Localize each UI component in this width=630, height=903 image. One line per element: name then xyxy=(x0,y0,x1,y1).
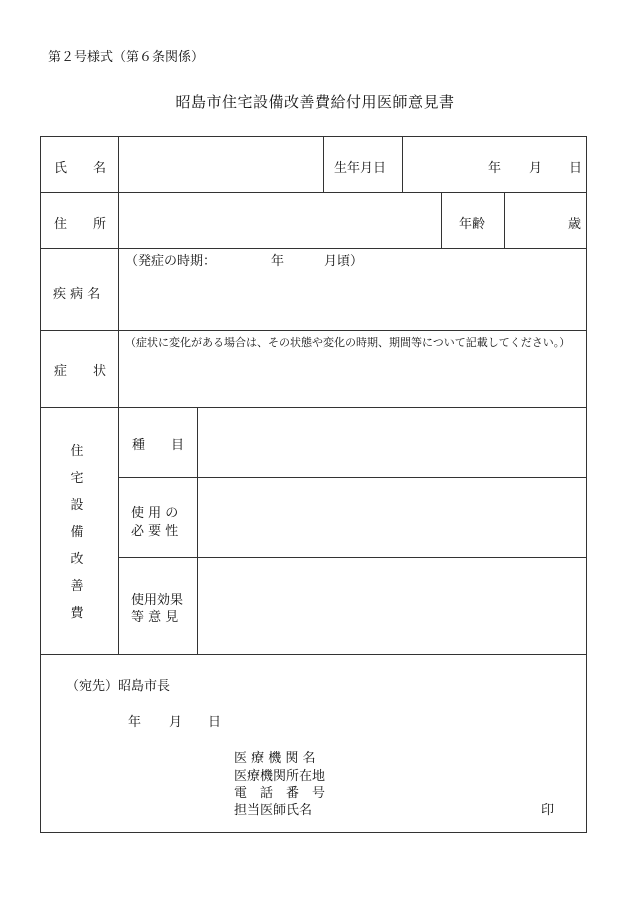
name-field[interactable] xyxy=(119,138,322,191)
address-label: 住 所 xyxy=(54,217,107,232)
opinion-form xyxy=(40,136,587,833)
age-unit: 歳 xyxy=(568,217,582,232)
form-number: 第２号様式（第６条関係） xyxy=(48,50,205,65)
document-title: 昭島市住宅設備改善費給付用医師意見書 xyxy=(175,93,455,111)
equipment-char-5: 改 xyxy=(70,552,84,567)
birthdate-month-unit: 月 xyxy=(529,161,543,176)
birthdate-label: 生年月日 xyxy=(334,161,387,176)
effect-label-line1: 使用効果 xyxy=(131,593,184,608)
equipment-char-6: 善 xyxy=(70,579,84,594)
institution-name-label: 医 療 機 関 名 xyxy=(234,751,316,766)
seal-mark: 印 xyxy=(541,803,555,818)
equipment-type-label: 種 目 xyxy=(132,438,185,453)
equipment-type-field[interactable] xyxy=(198,408,585,476)
onset-year-unit: 年 xyxy=(271,254,285,269)
effect-label-line2: 等 意 見 xyxy=(131,610,179,625)
birthdate-day-unit: 日 xyxy=(569,161,583,176)
disease-field[interactable] xyxy=(119,267,585,329)
addressee: （宛先）昭島市長 xyxy=(66,679,171,694)
address-field[interactable] xyxy=(119,193,440,247)
symptoms-note: （症状に変化がある場合は、その状態や変化の時期、期間等について記載してください。） xyxy=(125,336,571,349)
birthdate-year-unit: 年 xyxy=(488,161,502,176)
necessity-label-line1: 使 用 の xyxy=(131,506,179,521)
phone-label: 電 話 番 号 xyxy=(234,786,326,801)
name-label: 氏 名 xyxy=(54,161,107,176)
onset-prefix: （発症の時期： xyxy=(125,254,217,269)
disease-label: 疾 病 名 xyxy=(53,287,101,302)
effect-field[interactable] xyxy=(198,558,585,653)
necessity-field[interactable] xyxy=(198,478,585,556)
date-month-unit: 月 xyxy=(169,715,183,730)
symptoms-field[interactable] xyxy=(119,351,585,406)
equipment-char-2: 宅 xyxy=(70,471,84,486)
equipment-char-7: 費 xyxy=(70,606,84,621)
symptoms-label: 症 状 xyxy=(54,364,107,379)
equipment-char-1: 住 xyxy=(70,444,84,459)
equipment-char-3: 設 xyxy=(70,498,84,513)
equipment-section-label xyxy=(70,438,84,627)
date-year-unit: 年 xyxy=(128,715,142,730)
onset-month-unit: 月頃） xyxy=(324,254,364,269)
institution-address-label: 医療機関所在地 xyxy=(234,769,326,784)
equipment-char-4: 備 xyxy=(70,525,84,540)
necessity-label-line2: 必 要 性 xyxy=(131,524,179,539)
doctor-name-label: 担当医師氏名 xyxy=(234,803,313,818)
age-label: 年齢 xyxy=(459,217,486,232)
date-day-unit: 日 xyxy=(208,715,222,730)
